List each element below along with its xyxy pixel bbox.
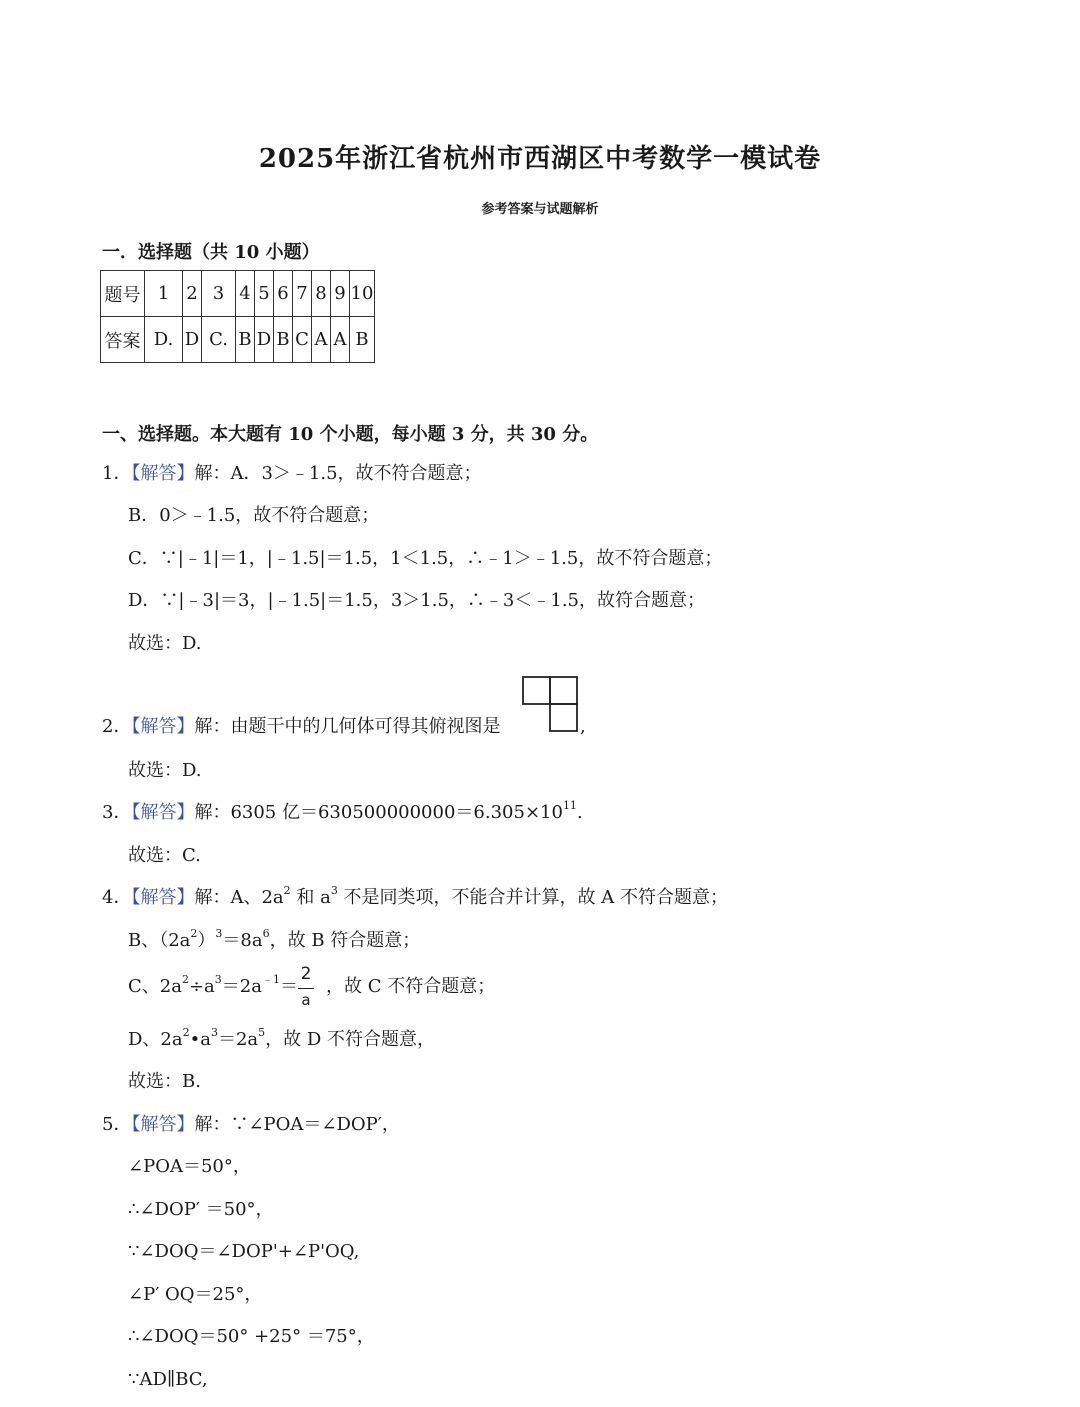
- q1-line: 1．【解答】解：A．3＞﹣1.5，故不符合题意；: [102, 463, 482, 484]
- q5-line: 5．【解答】解：∵∠POA＝∠DOP′，: [102, 1114, 400, 1135]
- q5-line: ∠POA＝50°，: [128, 1156, 251, 1177]
- q2-choice: 故选：D.: [128, 760, 202, 781]
- table-cell: 6: [274, 271, 293, 317]
- table-cell: 4: [236, 271, 255, 317]
- table-cell: 1: [145, 271, 183, 317]
- q2-comma: ,: [580, 716, 586, 737]
- q3-choice: 故选：C.: [128, 845, 201, 866]
- q4-choice: 故选：B.: [128, 1071, 201, 1092]
- table-head: 答案: [101, 317, 145, 363]
- table-cell: B: [350, 317, 375, 363]
- q5-line: ∴∠DOQ＝50° +25° ＝75°，: [128, 1326, 375, 1347]
- q3-line: 3．【解答】解：6305 亿$=630500000000=6.305\times 10^{11}$.: [102, 799, 583, 823]
- table-cell: D: [183, 317, 202, 363]
- q2-line: 2．【解答】解：由题干中的几何体可得其俯视图是: [102, 716, 501, 737]
- answer-tag[interactable]: 【解答】: [131, 802, 195, 823]
- table-cell: 3: [202, 271, 236, 317]
- q5-line: ∠P′ OQ＝25°，: [128, 1284, 263, 1305]
- q5-line: ∵∠DOQ＝∠DOP'+∠P'OQ,: [128, 1241, 360, 1262]
- q1-line: B．0＞﹣1.5，故不符合题意；: [128, 505, 380, 526]
- table-cell: A: [312, 317, 331, 363]
- table-cell: A: [331, 317, 350, 363]
- table-cell: D: [255, 317, 274, 363]
- figure-square: [550, 704, 577, 731]
- fraction-numerator: 2: [300, 964, 312, 984]
- table-cell: C: [293, 317, 312, 363]
- q1-line: C．∵|﹣1|＝1，|﹣1.5|＝1.5，1＜1.5，∴﹣1＞﹣1.5，故不符合题意；: [128, 548, 723, 569]
- q1-line: D．∵|﹣3|＝3，|﹣1.5|＝1.5，3＞1.5，∴﹣3＜﹣1.5，故符合题意；: [128, 590, 705, 611]
- q1-choice: 故选：D.: [128, 633, 202, 654]
- table-cell: D.: [145, 317, 183, 363]
- table-cell: B: [274, 317, 293, 363]
- fraction-bar: [298, 988, 314, 989]
- table-cell: B: [236, 317, 255, 363]
- q4-line-c: C、$2a^2\div a^3=2a^{﹣1}=$ ，故 C 不符合题意；: [128, 973, 496, 997]
- table-cell: 10: [350, 271, 375, 317]
- page-title: 2025年浙江省杭州市西湖区中考数学一模试卷: [258, 144, 822, 174]
- table-head: 题号: [101, 271, 145, 317]
- figure-square: [550, 677, 577, 704]
- question-number: 4．: [102, 887, 132, 908]
- answer-tag[interactable]: 【解答】: [131, 1114, 195, 1135]
- answer-tag[interactable]: 【解答】: [131, 716, 195, 737]
- table-cell: C.: [202, 317, 236, 363]
- answer-table: [100, 270, 375, 363]
- table-cell: 9: [331, 271, 350, 317]
- top-view-figure: [521, 675, 581, 735]
- table-cell: 2: [183, 271, 202, 317]
- table-row-answers: [101, 317, 375, 363]
- section-heading-2: 一、选择题。本大题有 10 个小题，每小题 3 分，共 30 分。: [102, 424, 599, 445]
- q4-line-b: B、$(2a^2)^3=8a^6$，故 B 符合题意；: [128, 927, 421, 951]
- q4-line-d: D、$2a^2•a^3=2a^5$，故 D 不符合题意，: [128, 1026, 436, 1050]
- question-number: 5．: [102, 1114, 132, 1135]
- table-cell: 7: [293, 271, 312, 317]
- answer-tag[interactable]: 【解答】: [131, 463, 195, 484]
- table-cell: 8: [312, 271, 331, 317]
- section-heading-1: 一．选择题（共 10 小题）: [102, 242, 320, 263]
- q5-line: ∵AD∥BC,: [128, 1369, 208, 1390]
- q5-line: ∴∠DOP′ ＝50°，: [128, 1199, 274, 1220]
- table-cell: 5: [255, 271, 274, 317]
- figure-square: [523, 677, 550, 704]
- question-number: 3．: [102, 802, 132, 823]
- page-subtitle: 参考答案与试题解析: [481, 202, 599, 217]
- question-number: 2．: [102, 716, 132, 737]
- table-row-numbers: [101, 271, 375, 317]
- answer-tag[interactable]: 【解答】: [131, 887, 195, 908]
- question-number: 1．: [102, 463, 132, 484]
- fraction-denominator: a: [301, 991, 311, 1009]
- q4-line-a: 4．【解答】解：A、$2a^2$ 和 $a^3$ 不是同类项，不能合并计算，故 A 不符合题意；: [102, 884, 728, 908]
